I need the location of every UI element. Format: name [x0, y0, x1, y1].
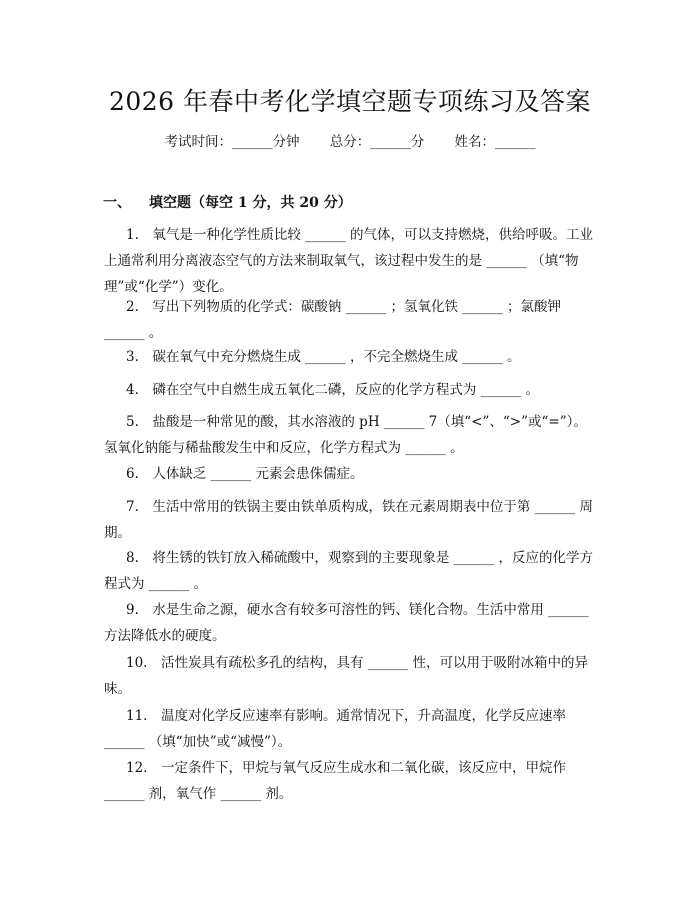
exam-student-name: 姓名：______: [454, 134, 536, 150]
question-6: 6. 人体缺乏 ______ 元素会患侏儒症。: [126, 466, 364, 482]
question-3: 3. 碳在氧气中充分燃烧生成 ______ ，不完全燃烧生成 ______ 。: [126, 349, 521, 365]
exam-total-score: 总分：______分: [329, 134, 425, 150]
question-2: 2. 写出下列物质的化学式：碳酸钠 ______ ；氢氧化铁 ______ ；氯酸钾 ______ 。: [104, 299, 562, 341]
question-7: 7. 生活中常用的铁锅主要由铁单质构成，铁在元素周期表中位于第 ______ 周期。: [104, 499, 593, 541]
question-9: 9. 水是生命之源，硬水含有较多可溶性的钙、镁化合物。生活中常用 ______ 方法降低水的硬度。: [104, 602, 589, 644]
question-10: 10. 活性炭具有疏松多孔的结构，具有 ______ 性，可以用于吸附冰箱中的异味。: [104, 655, 589, 697]
question-11: 11. 温度对化学反应速率有影响。通常情况下，升高温度，化学反应速率 ______ （填“加快”或“减慢”）。: [104, 708, 566, 750]
exam-info-line: [0, 130, 700, 150]
question-1: 1. 氧气是一种化学性质比较 ______ 的气体，可以支持燃烧，供给呼吸。工业上通常利用分离液态空气的方法来制取氧气，该过程中发生的是 ______ （填“物理”或“化学”）变化。: [104, 227, 593, 295]
question-8: 8. 将生锈的铁钉放入稀硫酸中，观察到的主要现象是 ______ ，反应的化学方程式为 ______ 。: [104, 550, 593, 592]
section-number: 一、: [103, 195, 131, 211]
exam-time: 考试时间：______分钟: [164, 134, 300, 150]
section-label: 填空题（每空 1 分，共 20 分）: [149, 195, 352, 211]
document-title: 2026 年春中考化学填空题专项练习及答案: [108, 87, 592, 116]
question-4: 4. 磷在空气中自燃生成五氧化二磷，反应的化学方程式为 ______ 。: [126, 382, 539, 398]
question-12: 12. 一定条件下，甲烷与氧气反应生成水和二氧化碳，该反应中，甲烷作 ______ 剂，氧气作 ______ 剂。: [104, 760, 566, 802]
question-5: 5. 盐酸是一种常见的酸，其水溶液的 pH ______ 7（填“<”、“>”或“=”）。氢氧化钠能与稀盐酸发生中和反应，化学方程式为 ______ 。: [104, 414, 587, 456]
section-heading: [103, 192, 352, 212]
